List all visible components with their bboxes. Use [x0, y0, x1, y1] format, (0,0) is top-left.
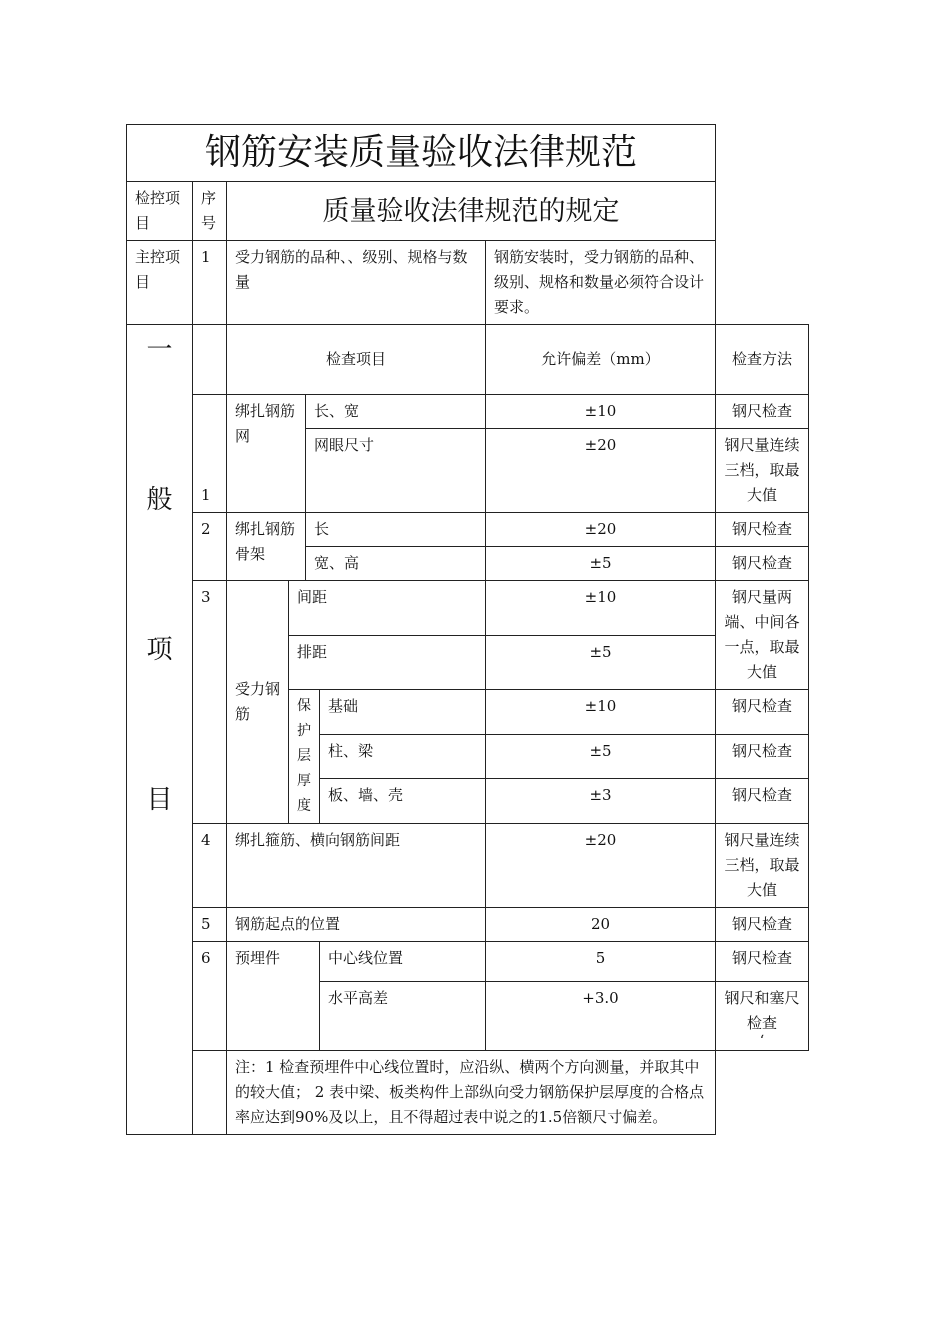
quality-spec-table	[126, 124, 809, 1135]
main-control-item: 受力钢筋的品种、、级别、规格与数量	[227, 241, 486, 325]
general-label-char: 目	[146, 785, 173, 815]
row-method: 钢尺检查	[716, 779, 809, 824]
table-row	[127, 513, 809, 547]
row-name: 受力钢筋	[227, 581, 289, 824]
row-method: 钢尺检查	[716, 908, 809, 942]
general-header-row	[127, 325, 809, 395]
header-check-item: 检控项目	[127, 182, 193, 241]
table-row	[127, 942, 809, 982]
row-sub-item: 长	[306, 513, 486, 547]
main-control-label: 主控项目	[127, 241, 193, 325]
blank-cell	[193, 325, 227, 395]
cover-char: 度	[297, 798, 311, 814]
table-row	[127, 395, 809, 429]
row-name: 绑扎箍筋、横向钢筋间距	[227, 824, 486, 908]
row-sub-item: 板、墙、壳	[320, 779, 486, 824]
row-no: 4	[193, 824, 227, 908]
main-control-rule: 钢筋安装时，受力钢筋的品种、级别、规格和数量必须符合设计要求。	[486, 241, 716, 325]
row-tolerance: ±3	[486, 779, 716, 824]
cover-char: 护	[297, 723, 311, 739]
row-sub-item: 中心线位置	[320, 942, 486, 982]
row-no: 6	[193, 942, 227, 1051]
stray-mark: ‘	[759, 1033, 765, 1049]
header-row	[127, 182, 809, 241]
row-no: 5	[193, 908, 227, 942]
general-label-char: 项	[146, 635, 173, 665]
row-name: 预埋件	[227, 942, 320, 1051]
row-tolerance: ±20	[486, 513, 716, 547]
row-tolerance: ±10	[486, 395, 716, 429]
row-sub-item: 柱、梁	[320, 734, 486, 779]
row-method: 钢尺检查	[716, 942, 809, 982]
table-row	[127, 824, 809, 908]
row-no: 1	[193, 395, 227, 513]
row-method: 钢尺量连续三档，取最大值	[716, 824, 809, 908]
row-name: 绑扎钢筋骨架	[227, 513, 306, 581]
row-sub-item: 宽、高	[306, 547, 486, 581]
row-tolerance: ±5	[486, 734, 716, 779]
general-items-label	[127, 325, 193, 1135]
row-tolerance: 20	[486, 908, 716, 942]
table-note: 注：1 检查预埋件中心线位置时，应沿纵、横两个方向测量，并取其中的较大值； 2 表中梁、板类构件上部纵向受力钢筋保护层厚度的合格点率应达到90%及以上，且不得超过表中说之的1.5倍额尺寸偏差。	[227, 1051, 716, 1135]
row-sub-item: 水平高差	[320, 982, 486, 1051]
row-tolerance: ±5	[486, 635, 716, 690]
row-tolerance: 5	[486, 942, 716, 982]
row-name: 绑扎钢筋网	[227, 395, 306, 513]
row-sub-item: 长、宽	[306, 395, 486, 429]
row-tolerance: ±5	[486, 547, 716, 581]
cover-char: 厚	[297, 773, 311, 789]
row-method: 钢尺检查	[716, 734, 809, 779]
row-method: 钢尺量两端、中间各一点，取最大值	[716, 581, 809, 690]
note-row	[127, 1051, 809, 1135]
row-sub-item: 网眼尺寸	[306, 429, 486, 513]
header-rule: 质量验收法律规范的规定	[227, 182, 716, 241]
row-method: 钢尺检查	[716, 690, 809, 735]
row-tolerance: +3.0	[486, 982, 716, 1051]
row-tolerance: ±20	[486, 429, 716, 513]
main-control-no: 1	[193, 241, 227, 325]
title-row	[127, 125, 809, 182]
method-text: 钢尺和塞尺检查	[724, 989, 800, 1032]
row-name: 钢筋起点的位置	[227, 908, 486, 942]
main-control-row	[127, 241, 809, 325]
row-no: 2	[193, 513, 227, 581]
row-method	[716, 982, 809, 1051]
row-tolerance: ±20	[486, 824, 716, 908]
cover-char: 层	[297, 748, 311, 764]
row-method: 钢尺检查	[716, 395, 809, 429]
row-sub-item: 排距	[289, 635, 486, 690]
col-check-item: 检查项目	[227, 325, 486, 395]
row-method: 钢尺检查	[716, 547, 809, 581]
col-tolerance: 允许偏差（mm）	[486, 325, 716, 395]
row-tolerance: ±10	[486, 581, 716, 636]
general-label-char: 般	[146, 485, 173, 515]
header-serial-no: 序号	[193, 182, 227, 241]
general-label-char: 一	[146, 335, 173, 365]
row-no: 3	[193, 581, 227, 824]
row-method: 钢尺量连续三档，取最大值	[716, 429, 809, 513]
cover-thickness-label	[289, 690, 320, 824]
table-row	[127, 581, 809, 636]
page-title: 钢筋安装质量验收法律规范	[127, 125, 716, 182]
table-row	[127, 908, 809, 942]
row-sub-item: 基础	[320, 690, 486, 735]
row-sub-item: 间距	[289, 581, 486, 636]
blank-cell	[193, 1051, 227, 1135]
row-method: 钢尺检查	[716, 513, 809, 547]
row-tolerance: ±10	[486, 690, 716, 735]
col-method: 检查方法	[716, 325, 809, 395]
cover-char: 保	[297, 698, 311, 714]
